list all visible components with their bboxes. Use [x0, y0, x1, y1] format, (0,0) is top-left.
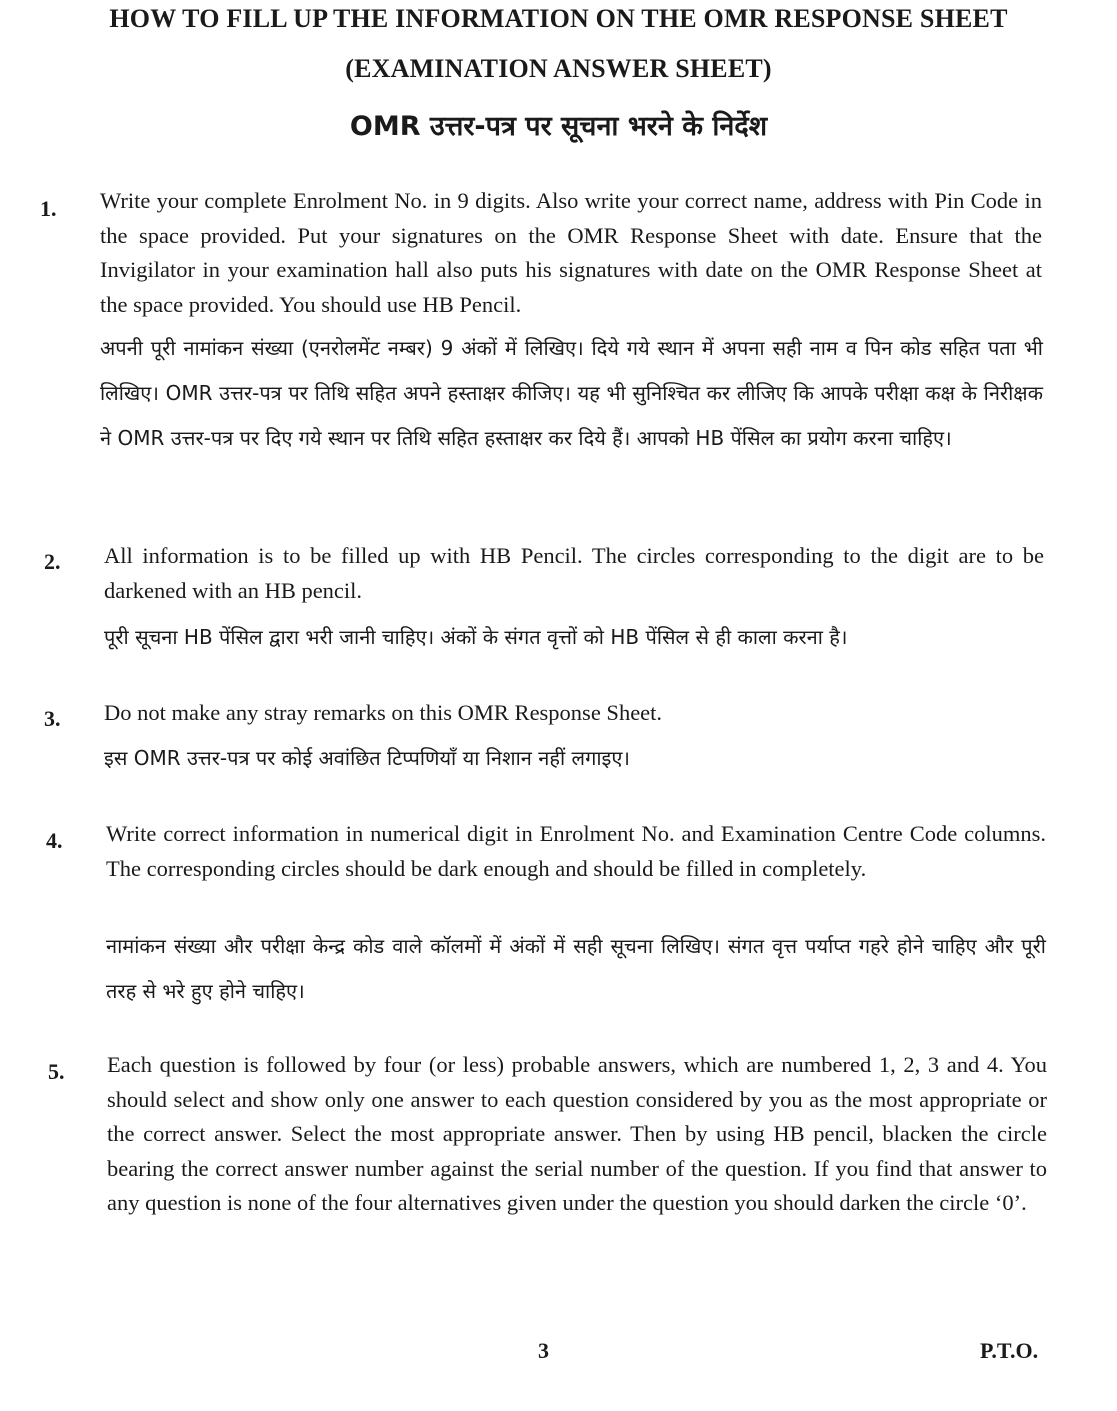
- item-text-hindi: पूरी सूचना HB पेंसिल द्वारा भरी जानी चाहिए। अंकों के संगत वृत्तों को HB पेंसिल से ही काला करना है।: [104, 625, 848, 649]
- item-text-english: All information is to be filled up with HB Pencil. The circles corresponding to the digit are to be darkened with an HB pencil.: [104, 543, 1044, 603]
- page-subtitle: (EXAMINATION ANSWER SHEET): [345, 54, 772, 83]
- item-text-english: Write correct information in numerical digit in Enrolment No. and Examination Centre Code columns. The corresponding circles should be dark enough and should be filled in completely.: [106, 821, 1046, 881]
- item-text-english: Write your complete Enrolment No. in 9 digits. Also write your correct name, address with Pin Code in the space provided. Put your signatures on the OMR Response Sheet with date. Ensure that the Invigilator in your examination hall also puts his signatures with date on the OMR Response Sheet at the space provided. You should use HB Pencil.: [100, 188, 1042, 317]
- item-number: 4.: [46, 828, 63, 853]
- pto-label: P.T.O.: [980, 1338, 1039, 1363]
- item-number: 2.: [44, 549, 61, 574]
- item-text-english: Do not make any stray remarks on this OMR Response Sheet.: [104, 700, 663, 725]
- item-text-english: Each question is followed by four (or less) probable answers, which are numbered 1, 2, 3 and 4. You should select and show only one answer to each question considered by you as the most appropriate or the correct answer. Select the most appropriate answer. Then by using HB pencil, blacken the circle bearing the correct answer number against the serial number of the question. If you find that answer to any question is none of the four alternatives given under the question you should darken the circle ‘0’.: [107, 1052, 1047, 1215]
- item-number: 3.: [44, 706, 61, 731]
- item-text-hindi: अपनी पूरी नामांकन संख्या (एनरोलमेंट नम्बर) 9 अंकों में लिखिए। दिये गये स्थान में अपना सही नाम व पिन कोड सहित पता भी लिखिए। OMR उत्तर-पत्र पर तिथि सहित अपने हस्ताक्षर कीजिए। यह भी सुनिश्चित कर लीजिए कि आपके परीक्षा कक्ष के निरीक्षक ने OMR उत्तर-पत्र पर दिए गये स्थान पर तिथि सहित हस्ताक्षर कर दिये हैं। आपको HB पेंसिल का प्रयोग करना चाहिए।: [100, 336, 1043, 450]
- page-number: 3: [538, 1338, 549, 1363]
- page-title: HOW TO FILL UP THE INFORMATION ON THE OMR RESPONSE SHEET: [109, 4, 1008, 33]
- item-text-hindi: नामांकन संख्या और परीक्षा केन्द्र कोड वाले कॉलमों में अंकों में सही सूचना लिखिए। संगत वृत्त पर्याप्त गहरे होने चाहिए और पूरी तरह से भरे हुए होने चाहिए।: [106, 934, 1046, 1003]
- hindi-title: OMR उत्तर-पत्र पर सूचना भरने के निर्देश: [349, 111, 768, 142]
- item-number: 5.: [48, 1059, 65, 1084]
- item-text-hindi: इस OMR उत्तर-पत्र पर कोई अवांछित टिप्पणियाँ या निशान नहीं लगाइए।: [104, 746, 630, 770]
- item-number: 1.: [40, 196, 57, 221]
